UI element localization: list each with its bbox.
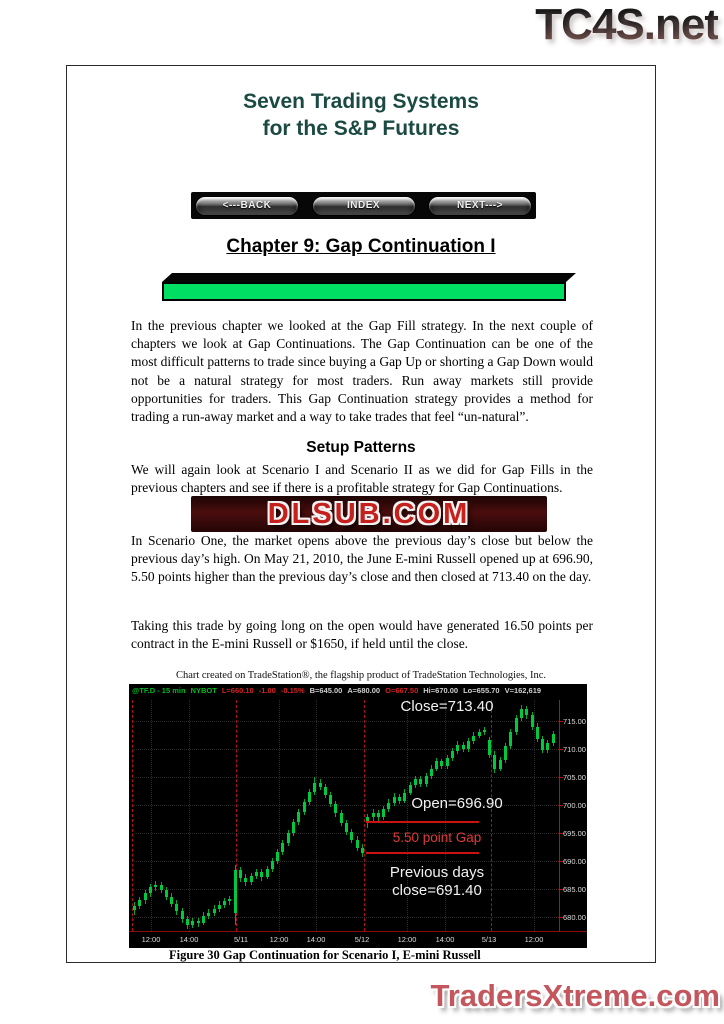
divider-bar-top-face <box>162 273 576 282</box>
candle-body <box>303 802 306 812</box>
chart-annotation: Open=696.90 <box>411 795 503 812</box>
x-axis-label: 5/11 <box>233 935 249 944</box>
session-line <box>132 700 133 931</box>
x-axis-label: 14:00 <box>435 935 455 944</box>
candle-body <box>202 916 205 923</box>
candle-body <box>499 760 502 768</box>
candle-body <box>308 792 311 802</box>
candle-body <box>276 852 279 861</box>
quote-segment: L=660.10 <box>221 686 254 695</box>
grid-line-v <box>189 700 190 931</box>
grid-line-h <box>132 721 559 722</box>
candle-body <box>255 872 258 876</box>
x-axis-label: 12:00 <box>524 935 544 944</box>
candle-body <box>281 843 284 852</box>
candle-body <box>488 740 491 755</box>
y-axis-label: 685.00 <box>563 885 586 894</box>
candle-body <box>515 718 518 732</box>
grid-line-h <box>132 749 559 750</box>
candle-body <box>181 911 184 919</box>
candle-body <box>223 901 226 904</box>
grid-line-v <box>316 700 317 931</box>
candle-body <box>186 919 189 925</box>
candle-body <box>478 732 481 735</box>
candle-body <box>297 812 300 822</box>
y-axis-label: 690.00 <box>563 857 586 866</box>
back-button[interactable]: <---BACK <box>195 196 299 216</box>
quote-segment: -0.15% <box>280 686 305 695</box>
x-axis-label: 5/13 <box>481 935 497 944</box>
grid-line-v <box>279 700 280 931</box>
candle-body <box>260 872 263 876</box>
candle-body <box>552 734 555 743</box>
candle-body <box>446 758 449 766</box>
candle-body <box>149 887 152 893</box>
paragraph-intro: In the previous chapter we looked at the Gap Fill strategy. In the next couple of chapters we look at Gap Continuations. The Gap Continuation can be one of the most difficult patterns to trade since buying a Gap Up or shorting a Gap Down would not be a natural strategy for most traders. Run away markets still provide opportunities for traders. This Gap Continuation strategy provides a method for trading a run-away market and a way to take trades that feel “un-natural”. <box>131 318 593 425</box>
candle-body <box>372 813 375 817</box>
quote-segment: @TF.D - 15 min <box>132 686 186 695</box>
candle-body <box>504 746 507 760</box>
candle-body <box>340 813 343 823</box>
candle-body <box>509 732 512 746</box>
quote-segment: V=162,619 <box>504 686 542 695</box>
y-axis-label: 705.00 <box>563 773 586 782</box>
candle-body <box>228 899 231 901</box>
candle-body <box>244 878 247 882</box>
y-axis-label: 680.00 <box>563 913 586 922</box>
x-axis-label: 14:00 <box>306 935 326 944</box>
candle-body <box>440 761 443 765</box>
candle-body <box>409 785 412 792</box>
quote-segment: B=645.00 <box>309 686 343 695</box>
figure-caption: Figure 30 Gap Continuation for Scenario I, E-mini Russell <box>169 948 481 962</box>
candle-body <box>377 813 380 817</box>
chart-quote-bar <box>129 684 587 698</box>
candle-body <box>329 795 332 804</box>
candle-body <box>531 715 534 726</box>
y-axis-label: 710.00 <box>563 745 586 754</box>
candle-body <box>419 779 422 783</box>
candle-body <box>271 861 274 869</box>
candle-body <box>154 885 157 888</box>
paragraph-scenario-one: In Scenario One, the market opens above the previous day’s close but below the previous day’s high. On May 21, 2010, the June E-mini Russell opened up at 696.90, 5.50 points higher than the previous day’s close and then closed at 713.40 on the day. <box>131 533 593 585</box>
document-page <box>66 65 656 963</box>
gap-level-line <box>366 821 479 823</box>
book-title <box>67 88 655 142</box>
paragraph-scenarios: We will again look at Scenario I and Scenario II as we did for Gap Fills in the previous chapters and see if there is a profitable strategy for Gap Continuations. <box>131 462 593 496</box>
candle-body <box>313 783 316 793</box>
grid-line-h <box>132 777 559 778</box>
chart-annotation: Previous days <box>389 864 485 881</box>
candle-body <box>144 893 147 900</box>
grid-line-h <box>132 917 559 918</box>
y-axis-label: 715.00 <box>563 717 586 726</box>
book-title-line1: Seven Trading Systems <box>243 90 479 113</box>
candle-body <box>138 900 141 906</box>
grid-line-h <box>132 861 559 862</box>
candle-body <box>234 870 237 913</box>
quote-segment: -1.00 <box>258 686 276 695</box>
candle-body <box>350 832 353 840</box>
price-chart <box>129 684 587 948</box>
divider-bar <box>162 273 566 301</box>
candle-body <box>456 745 459 752</box>
candle-body <box>197 921 200 923</box>
chart-annotation: close=691.40 <box>392 882 482 899</box>
quote-segment: NYBOT <box>190 686 217 695</box>
candle-body <box>213 909 216 913</box>
quote-segment: Lo=655.70 <box>463 686 500 695</box>
divider-bar-front-face <box>162 282 566 301</box>
chapter-heading: Chapter 9: Gap Continuation I <box>226 236 496 257</box>
chart-annotation: Close=713.40 <box>400 698 494 715</box>
candle-body <box>483 730 486 732</box>
grid-line-v <box>151 700 152 931</box>
x-axis-separator <box>129 931 587 932</box>
y-axis-label: 700.00 <box>563 801 586 810</box>
candle-body <box>170 897 173 904</box>
candle-body <box>165 890 168 897</box>
x-axis-label: 12:00 <box>397 935 417 944</box>
candle-body <box>218 905 221 909</box>
x-axis-label: 14:00 <box>179 935 199 944</box>
candle-body <box>175 904 178 912</box>
candle-body <box>536 727 539 739</box>
candle-body <box>133 906 136 910</box>
candle-body <box>345 823 348 832</box>
candle-body <box>191 921 194 924</box>
candle-body <box>546 743 549 750</box>
candle-body <box>292 822 295 833</box>
candle-body <box>324 787 327 795</box>
setup-patterns-heading: Setup Patterns <box>306 439 416 456</box>
next-button[interactable]: NEXT---> <box>428 196 532 216</box>
tradersxtreme-logo[interactable]: TradersXtreme.com <box>430 978 720 1013</box>
candle-body <box>319 783 322 787</box>
candle-body <box>435 761 438 768</box>
candle-body <box>266 869 269 876</box>
candle-body <box>160 885 163 891</box>
paragraph-trade-result: Taking this trade by going long on the open would have generated 16.50 points per contract in the E-mini Russell or $1650, if held until the close. <box>131 618 593 652</box>
tc4s-logo[interactable]: TC4S.net <box>535 0 718 49</box>
x-axis-label: 5/12 <box>354 935 370 944</box>
candle-body <box>451 751 454 758</box>
book-title-line2: for the S&P Futures <box>262 117 460 140</box>
candle-body <box>414 779 417 785</box>
candle-body <box>361 848 364 854</box>
candle-body <box>467 741 470 749</box>
candle-body <box>430 769 433 776</box>
candle-body <box>334 804 337 814</box>
candle-body <box>239 870 242 878</box>
candle-body <box>425 776 428 784</box>
y-axis-line <box>559 700 560 931</box>
chart-annotation: 5.50 point Gap <box>392 830 482 845</box>
dlsub-watermark-text: DLSUB.COM <box>267 497 471 530</box>
quote-segment: O=667.50 <box>385 686 419 695</box>
candle-body <box>493 755 496 769</box>
candle-body <box>462 745 465 749</box>
x-axis-label: 12:00 <box>269 935 289 944</box>
y-axis-label: 695.00 <box>563 829 586 838</box>
nav-bar <box>191 192 536 219</box>
quote-segment: Hi=670.00 <box>423 686 459 695</box>
index-button[interactable]: INDEX <box>312 196 416 216</box>
candle-body <box>472 736 475 742</box>
candle-body <box>287 833 290 843</box>
tradestation-credit: Chart created on TradeStation®, the flagship product of TradeStation Technologies, Inc. <box>175 670 547 681</box>
candle-body <box>207 913 210 916</box>
quote-segment: A=680.00 <box>347 686 381 695</box>
candle-body <box>250 876 253 882</box>
x-axis-label: 12:00 <box>141 935 161 944</box>
candle-body <box>541 739 544 750</box>
dlsub-watermark <box>191 496 547 532</box>
gap-level-line <box>366 852 479 854</box>
